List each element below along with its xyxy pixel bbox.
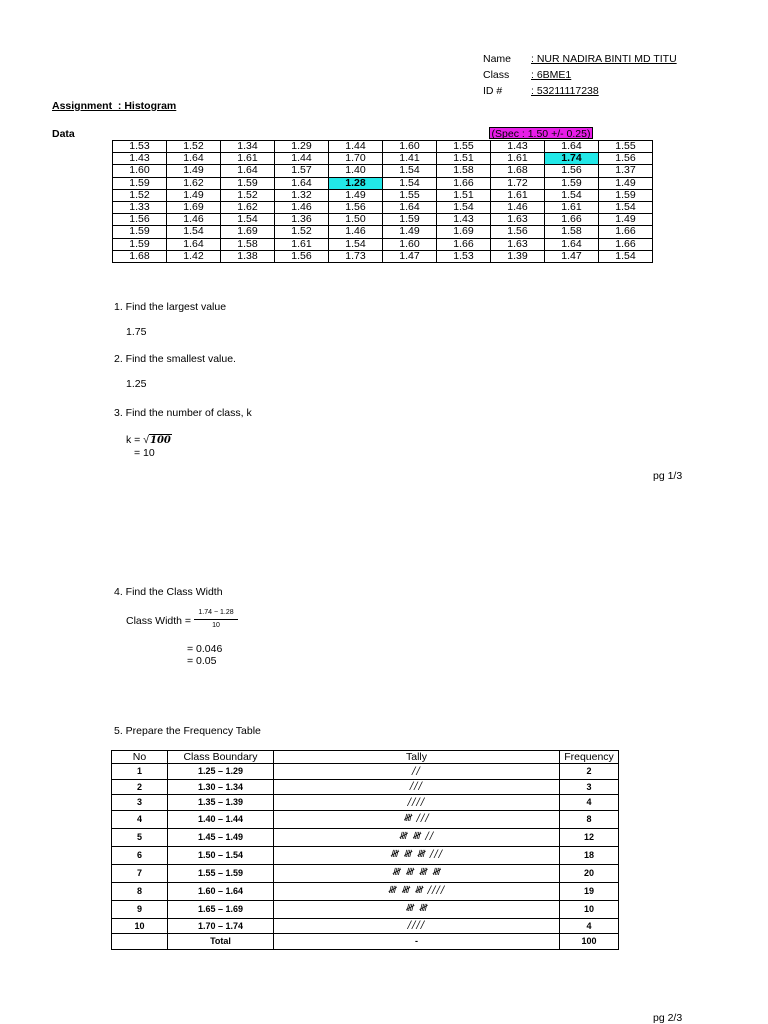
data-cell: 1.60 <box>383 238 437 250</box>
data-cell: 1.66 <box>437 238 491 250</box>
q4-question: 4. Find the Class Width <box>114 586 223 598</box>
data-cell: 1.64 <box>275 177 329 189</box>
id-value: : 53211117238 <box>531 85 599 97</box>
data-cell: 1.57 <box>275 165 329 177</box>
data-row <box>113 165 653 177</box>
data-cell: 1.64 <box>383 201 437 213</box>
data-cell: 1.61 <box>221 153 275 165</box>
data-cell: 1.54 <box>167 226 221 238</box>
freq-boundary: 1.70 – 1.74 <box>168 918 274 934</box>
freq-tally: 𝍸 𝍸 // <box>274 828 560 846</box>
data-cell: 1.59 <box>545 177 599 189</box>
data-cell: 1.54 <box>383 177 437 189</box>
col-header-tally: Tally <box>274 751 560 764</box>
q5-question: 5. Prepare the Frequency Table <box>114 725 261 737</box>
freq-boundary: 1.40 – 1.44 <box>168 810 274 828</box>
freq-boundary: 1.30 – 1.34 <box>168 779 274 795</box>
freq-tally: //// <box>274 795 560 811</box>
data-cell: 1.63 <box>491 238 545 250</box>
freq-no: 3 <box>112 795 168 811</box>
freq-total-row <box>112 934 619 950</box>
freq-tally: 𝍸 /// <box>274 810 560 828</box>
data-label: Data <box>52 128 75 140</box>
id-label: ID # <box>483 85 503 97</box>
data-cell: 1.64 <box>545 141 599 153</box>
freq-row <box>112 764 619 780</box>
q3-result: = 10 <box>134 447 155 459</box>
freq-no: 2 <box>112 779 168 795</box>
freq-boundary: 1.25 – 1.29 <box>168 764 274 780</box>
data-cell: 1.55 <box>383 189 437 201</box>
freq-row <box>112 795 619 811</box>
data-table <box>112 140 653 263</box>
q4-denominator: 10 <box>212 622 220 629</box>
freq-frequency: 10 <box>560 900 619 918</box>
data-row <box>113 238 653 250</box>
freq-frequency: 4 <box>560 795 619 811</box>
freq-frequency: 12 <box>560 828 619 846</box>
freq-tally: /// <box>274 779 560 795</box>
data-cell: 1.64 <box>221 165 275 177</box>
data-cell: 1.49 <box>599 177 653 189</box>
class-label: Class <box>483 69 510 81</box>
freq-boundary: 1.45 – 1.49 <box>168 828 274 846</box>
data-row <box>113 153 653 165</box>
data-row <box>113 214 653 226</box>
data-cell: 1.53 <box>113 141 167 153</box>
freq-tally: 𝍸 𝍸 𝍸 /// <box>274 846 560 864</box>
data-cell: 1.54 <box>383 165 437 177</box>
freq-boundary: 1.55 – 1.59 <box>168 864 274 882</box>
data-cell: 1.64 <box>167 238 221 250</box>
data-cell: 1.44 <box>329 141 383 153</box>
q4-result-1: = 0.046 <box>187 643 223 655</box>
k-prefix: k = √ <box>126 434 149 446</box>
data-cell: 1.54 <box>437 201 491 213</box>
name-label: Name <box>483 53 512 65</box>
data-cell: 1.68 <box>113 250 167 262</box>
data-cell: 1.59 <box>113 226 167 238</box>
data-cell: 1.28 <box>329 177 383 189</box>
data-cell: 1.46 <box>167 214 221 226</box>
q1-question: 1. Find the largest value <box>114 301 227 313</box>
data-cell: 1.59 <box>113 238 167 250</box>
data-cell: 1.55 <box>437 141 491 153</box>
freq-no: 10 <box>112 918 168 934</box>
q4-fraction-line <box>194 619 238 620</box>
data-cell: 1.54 <box>599 201 653 213</box>
freq-frequency: 3 <box>560 779 619 795</box>
data-cell: 1.66 <box>599 226 653 238</box>
data-cell: 1.70 <box>329 153 383 165</box>
data-cell: 1.54 <box>545 189 599 201</box>
page-number-1: pg 1/3 <box>653 470 683 482</box>
data-cell: 1.46 <box>491 201 545 213</box>
data-cell: 1.49 <box>599 214 653 226</box>
freq-no: 6 <box>112 846 168 864</box>
data-cell: 1.64 <box>545 238 599 250</box>
data-cell: 1.56 <box>329 201 383 213</box>
data-cell: 1.58 <box>221 238 275 250</box>
data-cell: 1.60 <box>113 165 167 177</box>
freq-row <box>112 900 619 918</box>
data-cell: 1.63 <box>491 214 545 226</box>
data-cell: 1.49 <box>167 165 221 177</box>
assignment-title: Assignment : Histogram <box>52 100 177 112</box>
data-cell: 1.50 <box>329 214 383 226</box>
data-cell: 1.43 <box>491 141 545 153</box>
data-cell: 1.61 <box>545 201 599 213</box>
data-cell: 1.61 <box>275 238 329 250</box>
data-cell: 1.51 <box>437 153 491 165</box>
freq-boundary: 1.50 – 1.54 <box>168 846 274 864</box>
data-cell: 1.40 <box>329 165 383 177</box>
freq-no: 7 <box>112 864 168 882</box>
data-cell: 1.36 <box>275 214 329 226</box>
freq-tally: 𝍸 𝍸 𝍸 //// <box>274 882 560 900</box>
data-cell: 1.49 <box>167 189 221 201</box>
page-number-2: pg 2/3 <box>653 1012 683 1024</box>
data-cell: 1.52 <box>167 141 221 153</box>
data-cell: 1.51 <box>437 189 491 201</box>
data-cell: 1.34 <box>221 141 275 153</box>
data-row <box>113 250 653 262</box>
freq-row <box>112 882 619 900</box>
freq-total-label: Total <box>168 934 274 950</box>
q4-result-2: = 0.05 <box>187 655 217 667</box>
freq-row <box>112 846 619 864</box>
data-cell: 1.73 <box>329 250 383 262</box>
data-cell: 1.39 <box>491 250 545 262</box>
data-cell: 1.56 <box>545 165 599 177</box>
q3-question: 3. Find the number of class, k <box>114 407 252 419</box>
freq-frequency: 8 <box>560 810 619 828</box>
data-cell: 1.54 <box>329 238 383 250</box>
freq-no: 9 <box>112 900 168 918</box>
freq-row <box>112 779 619 795</box>
freq-total-tally: - <box>274 934 560 950</box>
freq-frequency: 19 <box>560 882 619 900</box>
data-row <box>113 141 653 153</box>
data-cell: 1.52 <box>275 226 329 238</box>
data-row <box>113 226 653 238</box>
data-cell: 1.46 <box>275 201 329 213</box>
data-cell: 1.66 <box>599 238 653 250</box>
data-cell: 1.43 <box>437 214 491 226</box>
data-cell: 1.58 <box>437 165 491 177</box>
data-cell: 1.37 <box>599 165 653 177</box>
data-row <box>113 177 653 189</box>
q4-numerator: 1.74 − 1.28 <box>198 609 234 616</box>
freq-boundary: 1.35 – 1.39 <box>168 795 274 811</box>
name-value: : NUR NADIRA BINTI MD TITU <box>531 53 677 65</box>
data-cell: 1.72 <box>491 177 545 189</box>
data-cell: 1.66 <box>545 214 599 226</box>
data-cell: 1.58 <box>545 226 599 238</box>
data-cell: 1.29 <box>275 141 329 153</box>
freq-row <box>112 918 619 934</box>
data-cell: 1.49 <box>329 189 383 201</box>
data-cell: 1.56 <box>275 250 329 262</box>
data-cell: 1.42 <box>167 250 221 262</box>
data-cell: 1.44 <box>275 153 329 165</box>
class-value: : 6BME1 <box>531 69 572 81</box>
data-cell: 1.62 <box>167 177 221 189</box>
freq-no: 1 <box>112 764 168 780</box>
data-cell: 1.62 <box>221 201 275 213</box>
freq-tally: 𝍸 𝍸 𝍸 𝍸 <box>274 864 560 882</box>
freq-tally: 𝍸 𝍸 <box>274 900 560 918</box>
q3-formula <box>126 434 172 446</box>
freq-no: 8 <box>112 882 168 900</box>
freq-boundary: 1.65 – 1.69 <box>168 900 274 918</box>
data-cell: 1.61 <box>491 153 545 165</box>
col-header-frequency: Frequency <box>560 751 619 764</box>
data-cell: 1.54 <box>599 250 653 262</box>
data-cell: 1.68 <box>491 165 545 177</box>
k-radicand: 100 <box>149 435 171 446</box>
data-cell: 1.59 <box>383 214 437 226</box>
freq-boundary: 1.60 – 1.64 <box>168 882 274 900</box>
frequency-table <box>111 750 619 950</box>
data-cell: 1.49 <box>383 226 437 238</box>
data-cell: 1.64 <box>167 153 221 165</box>
freq-no: 4 <box>112 810 168 828</box>
data-cell: 1.56 <box>599 153 653 165</box>
freq-total-no <box>112 934 168 950</box>
spec-badge: (Spec : 1.50 +/- 0.25) <box>489 127 593 139</box>
col-header-no: No <box>112 751 168 764</box>
freq-frequency: 2 <box>560 764 619 780</box>
freq-tally: //// <box>274 918 560 934</box>
data-cell: 1.47 <box>383 250 437 262</box>
freq-frequency: 20 <box>560 864 619 882</box>
data-row <box>113 189 653 201</box>
col-header-boundary: Class Boundary <box>168 751 274 764</box>
data-cell: 1.69 <box>221 226 275 238</box>
data-cell: 1.66 <box>437 177 491 189</box>
data-cell: 1.55 <box>599 141 653 153</box>
data-cell: 1.60 <box>383 141 437 153</box>
freq-frequency: 4 <box>560 918 619 934</box>
data-cell: 1.59 <box>599 189 653 201</box>
data-cell: 1.69 <box>167 201 221 213</box>
data-cell: 1.43 <box>113 153 167 165</box>
freq-row <box>112 828 619 846</box>
data-cell: 1.69 <box>437 226 491 238</box>
data-cell: 1.53 <box>437 250 491 262</box>
data-cell: 1.61 <box>491 189 545 201</box>
q1-answer: 1.75 <box>126 326 147 338</box>
data-cell: 1.59 <box>221 177 275 189</box>
data-cell: 1.47 <box>545 250 599 262</box>
q2-answer: 1.25 <box>126 378 147 390</box>
freq-tally: // <box>274 764 560 780</box>
q4-label: Class Width = <box>126 615 192 627</box>
data-cell: 1.32 <box>275 189 329 201</box>
data-cell: 1.46 <box>329 226 383 238</box>
data-cell: 1.38 <box>221 250 275 262</box>
freq-total-frequency: 100 <box>560 934 619 950</box>
data-cell: 1.74 <box>545 153 599 165</box>
data-cell: 1.52 <box>221 189 275 201</box>
data-cell: 1.33 <box>113 201 167 213</box>
freq-frequency: 18 <box>560 846 619 864</box>
data-cell: 1.41 <box>383 153 437 165</box>
freq-no: 5 <box>112 828 168 846</box>
data-cell: 1.56 <box>491 226 545 238</box>
data-row <box>113 201 653 213</box>
freq-row <box>112 810 619 828</box>
freq-row <box>112 864 619 882</box>
q2-question: 2. Find the smallest value. <box>114 353 236 365</box>
data-cell: 1.56 <box>113 214 167 226</box>
data-cell: 1.59 <box>113 177 167 189</box>
data-cell: 1.54 <box>221 214 275 226</box>
data-cell: 1.52 <box>113 189 167 201</box>
